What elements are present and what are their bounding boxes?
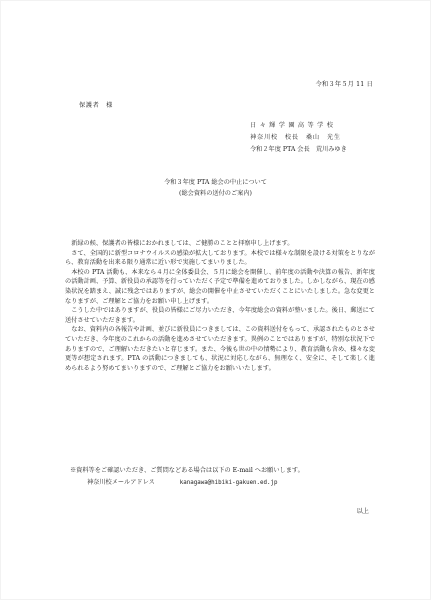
contact-note: ※資料等をご確認いただき、ご質問などある場合は以下の E-mail へお願いします。 xyxy=(70,467,304,474)
contact-block xyxy=(70,466,304,490)
contact-line xyxy=(70,478,304,490)
body-paragraph: 新緑の候、保護者の皆様におかれましては、ご健勝のことと拝察申し上げます。 xyxy=(71,240,294,247)
sender-pta: 令和２年度 PTA 会長 荒川みゆき xyxy=(250,146,347,153)
letter-date: 令和３年５月 11 日 xyxy=(315,81,373,88)
letter-body xyxy=(65,239,375,374)
sender-school: 日々輝学園高等学校 xyxy=(250,122,337,129)
body-paragraph: 本校の PTA 活動も、本来なら４月に全体委員会、５月に総会を開催し、前年度の活動や決算の報告、新年度の活動計画、予算、新役員の承認等を行っていただく予定で準備を進めておりました。しかしながら、現在の感染状況を踏まえ、誠に残念ではありますが、総会の開催を中止させていただくことにいたしました。急な変更となりますが、ご理解とご協力をお願い申し上げます。 xyxy=(65,268,375,305)
title-main: 令和３年度 PTA 総会の中止について xyxy=(164,179,267,186)
body-paragraph: こうした中ではありますが、役員の皆様にご尽力いただき、今年度総会の資料が整いました。後日、郵送にて送付させていただきます。 xyxy=(65,307,375,324)
closing-mark: 以上 xyxy=(356,508,369,515)
recipient: 保護者 様 xyxy=(79,102,113,109)
principal-name: 桑山 光生 xyxy=(305,134,341,141)
body-paragraph: さて、全国的に新型コロナウイルスの感染が拡大しております。本校では様々な制限を設ける対策をとりながら、教育活動を出来る限り通常に近い形で実施してまいりました。 xyxy=(65,249,375,267)
letter-title xyxy=(0,178,431,200)
body-paragraph: なお、資料内の各報告や計画、並びに新役員につきましては、この資料送付をもって、承認されたものとさせていただき、今年度のこれからの活動を進めさせていただきます。異例のことではありますが、特別な状況下でありますので、ご理解いただきたいと存じます。また、今後も世の中の情勢により、教育活動も含め、様々な変更等が想定されます。PTA の活動につきましても、状況に対応しながら、無理なく、安全に、そして楽しく進められるよう努めてまいりますので、ご理解とご協力をお願いいたします。 xyxy=(65,326,375,372)
email-address[interactable]: kanagawa@hibiki-gakuen.ed.jp xyxy=(179,480,278,486)
email-label: 神奈川校メールアドレス xyxy=(87,479,155,486)
principal-prefix: 神奈川校 校長 xyxy=(250,134,299,141)
title-sub: (総会資料の送付のご案内) xyxy=(179,190,252,197)
sender-principal xyxy=(250,133,347,145)
sender-block xyxy=(250,121,347,157)
